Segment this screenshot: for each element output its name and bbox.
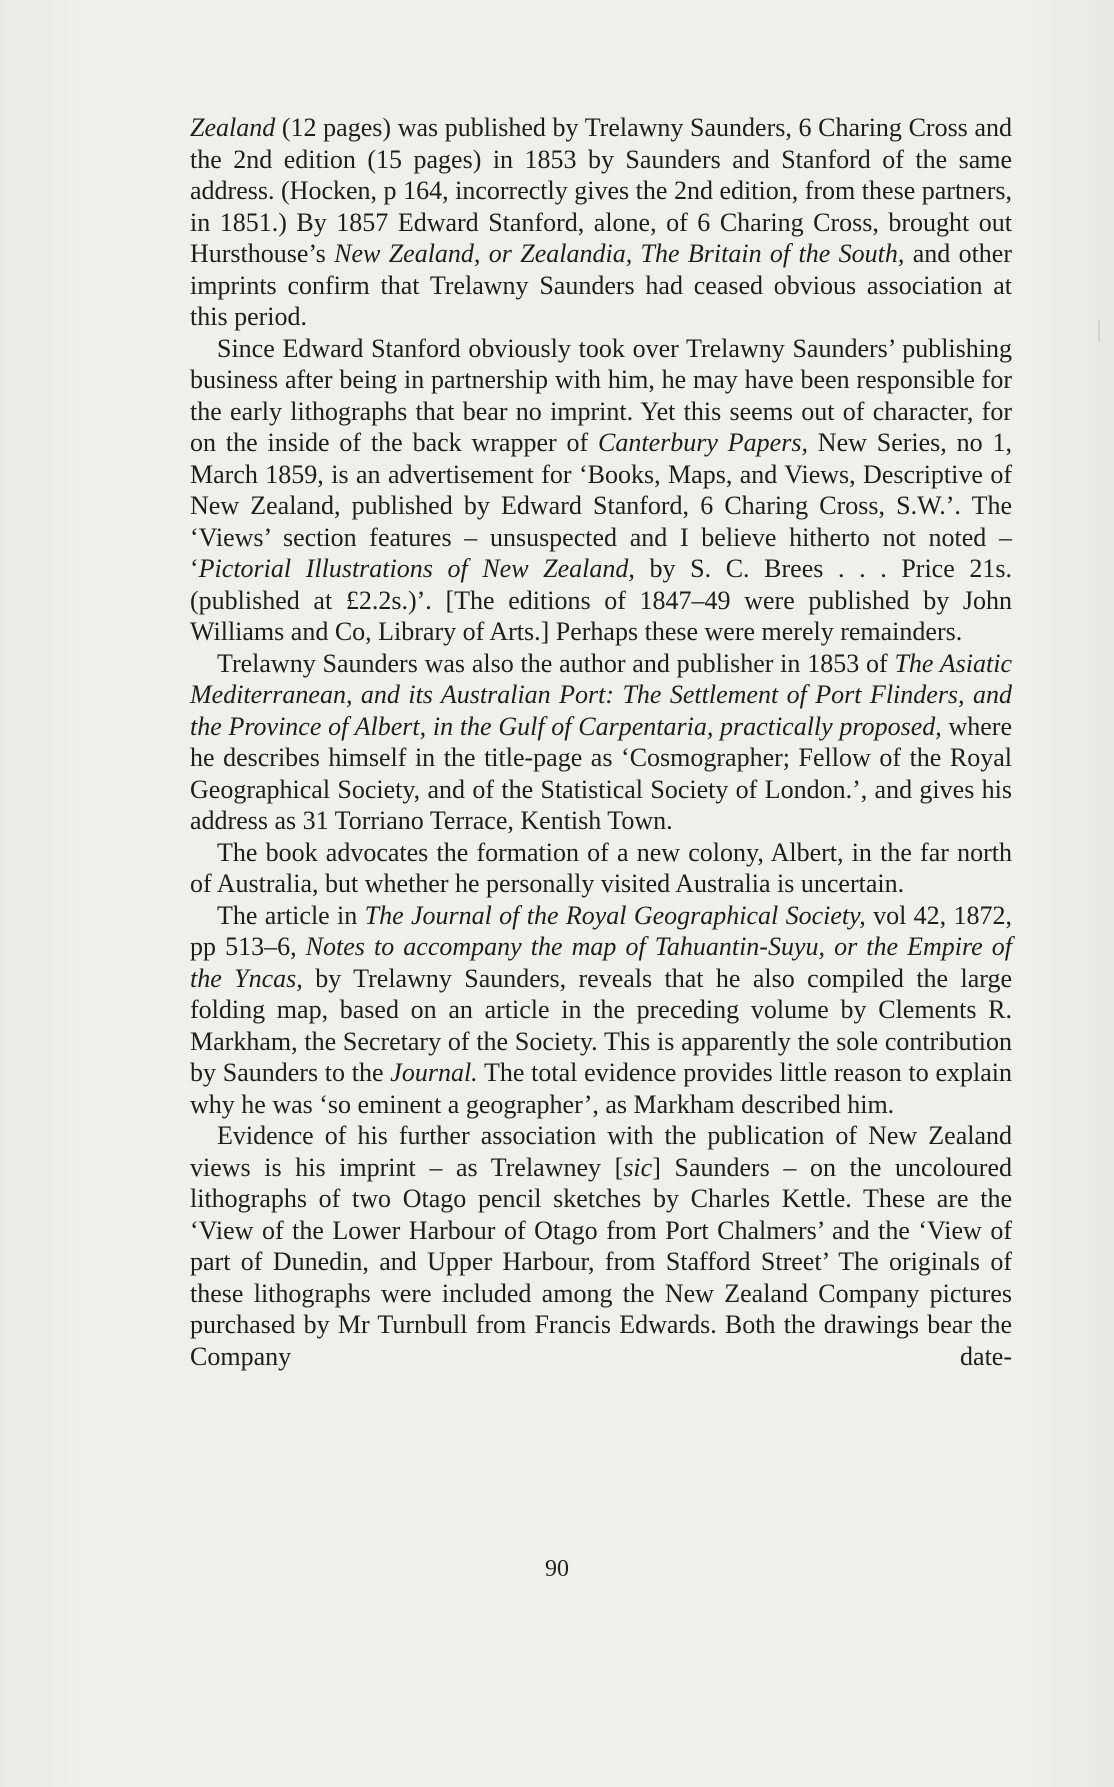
paragraph xyxy=(190,648,1012,837)
text-run: and other imprints confirm that Trelawny Saunders had ceased obvious association at this period. xyxy=(190,239,1013,331)
text-run: Evidence of his further association with the publication of New Zealand views is his imprint – as Trelawney [ xyxy=(190,1121,1012,1182)
text-run: The book advocates the formation of a new colony, Albert, in the far north of Australia, but whether he personally visited Australia is uncertain. xyxy=(190,837,1012,898)
text-run: ] Saunders – on the uncoloured lithographs of two Otago pencil sketches by Charles Kettle. These are the ‘View of the Lower Harbour of Otago from Port Chalmers’ and the ‘View of part of Dunedin, and Upper Harbour, from Stafford Street’ The originals of these lithographs were included among the New Zealand Company pictures purchased by Mr Turnbull from Francis Edwards. Both the drawings bear the Company date- xyxy=(190,1152,1012,1371)
text-run: where he describes himself in the title-page as ‘Cosmographer; Fellow of the Royal Geographical Society, and of the Statistical Society of London.’, and gives his address as 31 Torriano Terrace, Kentish Town. xyxy=(190,711,1013,835)
italic-text: Pictorial Illustrations of New Zealand, xyxy=(198,554,635,583)
italic-text: Notes to accompany the map of Tahuantin-Suyu, or the Empire of the Yncas, xyxy=(190,932,1012,993)
italic-text: Journal. xyxy=(390,1058,478,1087)
text-run: Since Edward Stanford obviously took over Trelawny Saunders’ publishing business after being in partnership with him, he may have been responsible for the early lithographs that bear no imprint. Yet this seems out of character, for on the inside of the back wrapper of xyxy=(190,333,1012,457)
paragraph xyxy=(190,112,1012,333)
italic-text: sic xyxy=(623,1152,653,1182)
edge-mark xyxy=(1098,320,1100,342)
italic-text: New Zealand, or Zealandia, The Britain of the South, xyxy=(334,239,905,268)
paragraph xyxy=(190,1120,1012,1372)
text-run: (12 pages) was published by Trelawny Saunders, 6 Charing Cross and the 2nd edition (15 pages) in 1853 by Saunders and Stanford of the same address. (Hocken, p 164, incorrectly gives the 2nd edition, from these partners, in 1851.) By 1857 Edward Stanford, alone, of 6 Charing Cross, brought out Hursthouse’s xyxy=(190,113,1012,268)
paragraph xyxy=(190,837,1012,900)
italic-text: The Journal of the Royal Geographical Society, xyxy=(364,900,866,930)
text-run: by Trelawny Saunders, reveals that he also compiled the large folding map, based on an article in the preceding volume by Clements R. Markham, the Secretary of the Society. This is apparently the sole contribution by Saunders to the xyxy=(190,963,1012,1087)
text-run: The article in xyxy=(217,900,365,930)
paragraph xyxy=(190,333,1012,648)
body-text xyxy=(190,112,1012,1372)
text-run: New Series, no 1, March 1859, is an advertisement for ‘Books, Maps, and Views, Descriptive of New Zealand, published by Edward Stanford, 6 Charing Cross, S.W.’. The ‘Views’ section features – unsuspected and I believe hitherto not noted – ‘ xyxy=(190,428,1013,583)
text-run: by S. C. Brees . . . Price 21s. (published at £2.2s.)’. [The editions of 1847–49 were published by John Williams and Co, Library of Arts.] Perhaps these were merely remainders. xyxy=(190,554,1012,646)
text-run: vol 42, 1872, pp 513–6, xyxy=(190,900,1012,961)
italic-text: Canterbury Papers, xyxy=(598,428,808,457)
text-run: The total evidence provides little reason to explain why he was ‘so eminent a geographer’, as Markham described him. xyxy=(190,1058,1012,1119)
page-number: 90 xyxy=(545,1556,569,1582)
paragraph xyxy=(190,900,1012,1121)
text-run: Trelawny Saunders was also the author and publisher in 1853 of xyxy=(217,648,895,678)
italic-text: The Asiatic Mediterranean, and its Australian Port: The Settlement of Port Flinders, and the Province of Albert, in the Gulf of Carpentaria, practically proposed, xyxy=(190,648,1012,741)
italic-text: Zealand xyxy=(190,113,276,142)
